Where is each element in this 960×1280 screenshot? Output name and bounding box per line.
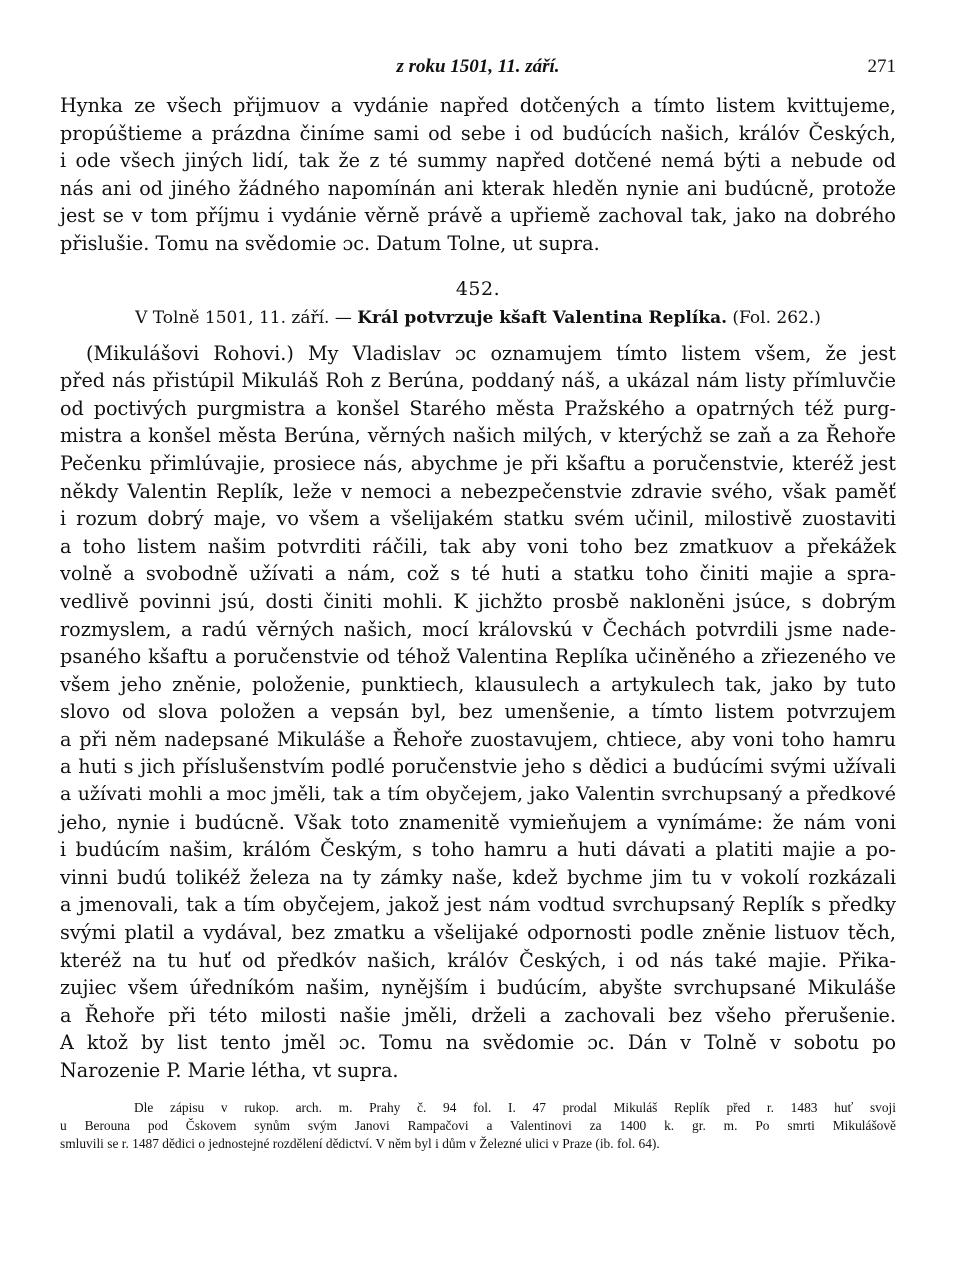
text-line: a užívati mohli a moc jměli, tak a tím obyčejem, jako Valentin svrchupsaný a předkové [60,783,896,806]
footnote-line: u Berouna pod Čskovem synům svým Janovi Rampačovi a Valentinovi za 1400 k. gr. m. Po smrti Mikulášově [60,1117,896,1133]
heading-summary: Král potvrzuje kšaft Valentina Replíka. [357,307,728,328]
text-line: slovo od slova položen a vepsán byl, bez umenšenie, a tímto listem potvrzujem [60,700,896,724]
text-line: před nás přistúpil Mikuláš Roh z Berúna, poddaný náš, a ukázal nám listy přímluvčie [60,369,896,393]
text-line: i budúcím našim, králóm Českým, s toho hamru a huti dávati a platiti majie a po- [60,838,896,862]
text-line: (Mikulášovi Rohovi.) My Vladislav ɔc oznamujem tímto listem všem, že jest [86,341,896,365]
text-line: jest se v tom příjmu i vydánie věrně právě a upřiemě zachoval tak, jako na dobrého [60,204,896,228]
text-line: všem jeho zněnie, položenie, punktiech, klausulech a artykulech tak, jako by tuto [60,672,896,696]
footnote-line: smluvili se r. 1487 dědici o jednostejné rozdělení dědictví. V něm byl i dům v Železné ulici v Praze (ib. fol. 64). [60,1135,660,1151]
running-head [60,52,896,82]
page-number: 271 [867,56,896,77]
text-line: propúštieme a prázdna činíme sami od sebe i od budúcích našich, králóv Českých, [60,121,896,145]
text-line: Pečenku přimlúvajie, prosiece nás, abychme je při kšaftu a poručenstvie, kteréž jest [60,451,896,475]
text-line: a toho listem našim potvrditi ráčili, tak aby voni toho bez zmatkuov a překážek [60,534,896,558]
footnote [60,1099,896,1153]
text-line: zujiec všem úředníkóm našim, nynějším i budúcím, abyšte svrchupsané Mikuláše [60,976,896,1000]
text-line: i rozum dobrý maje, vo všem a všelijakém statku svém učinil, milostivě zuostaviti [60,507,896,531]
heading-place-date: V Tolně 1501, 11. září. — [135,307,352,328]
text-line: někdy Valentin Replík, leže v nemoci a nebezpečenstvie zdravie svého, však paměť [60,479,896,503]
text-line: kteréž na tu huť od předkóv našich, králóv Českých, i od nás také majie. Přika- [60,948,896,972]
text-line: volně a svobodně užívati a nám, což s té huti a statku toho činiti majie a spra- [60,562,896,586]
page [60,52,896,1153]
text-line: a při něm nadepsané Mikuláše a Řehoře zuostavujem, chtiece, aby voni toho hamru [60,727,896,751]
footnote-line: Dle zápisu v rukop. arch. m. Prahy č. 94 fol. I. 47 prodal Mikuláš Replík před r. 1483 huť svoji [134,1099,896,1115]
text-line: mistra a konšel města Berúna, věrných našich milých, v kterýchž se zaň a za Řehoře [60,424,896,448]
text-line: A ktož by list tento jměl ɔc. Tomu na svědomie ɔc. Dán v Tolně v sobotu po [60,1031,896,1055]
text-line: nás ani od jiného žádného napomínán ani kterak hleděn nynie ani budúcně, protože [60,176,896,200]
text-line: a huti s jich příslušenstvím podlé poručenstvie jeho s dědici a budúcími svými užívali [60,755,896,779]
text-line: Hynka ze všech přijmuov a vydánie napřed dotčených a tímto listem kvittujeme, [60,94,896,117]
text-line: svými platil a vydával, bez zmatku a všelijaké odpornosti podle zněnie listuov těch, [60,921,896,945]
text-line: a jmenovali, tak a tím obyčejem, jakož jest nám vodtud svrchupsaný Replík s předky [60,893,896,917]
text-line: rozmyslem, a radú věrných našich, mocí královskú v Čechách potvrdili jsme nade- [60,617,896,641]
document-number: 452. [455,277,501,300]
text-line: přislušie. Tomu na svědomie ɔc. Datum Tolne, ut supra. [60,231,600,255]
text-line: psaného kšaftu a poručenstvie od téhož Valentina Replíka učiněného a zřiezeného ve [60,645,896,669]
text-line: od poctivých purgmistra a konšel Starého města Pražského a opatrných též purg- [60,396,896,420]
text-line: i ode všech jiných lidí, tak že z té summy napřed dotčené nemá býti a nebude od [60,149,896,173]
document-heading [60,306,896,330]
text-line: vedlivě povinni jsú, dosti činiti mohli. K jichžto prosbě nakloněni jsúce, s dobrým [60,589,896,613]
text-line: a Řehoře při této milosti našie jměli, drželi a zachovali bez všeho přerušenie. [60,1003,896,1027]
text-line: jeho, nynie i budúcně. Však toto znamenitě vymieňujem a vynímáme: že nám voni [60,810,896,834]
heading-folio-ref: (Fol. 262.) [732,307,821,328]
text-line: vinni budú tolikéž železa na ty zámky naše, kdež bychme jim tu v vokolí rozkázali [60,865,896,889]
text-line: Narozenie P. Marie létha, vt supra. [60,1059,399,1082]
continuation-paragraph [60,92,896,258]
document-body [60,340,896,1085]
running-title: z roku 1501, 11. září. [396,56,560,77]
